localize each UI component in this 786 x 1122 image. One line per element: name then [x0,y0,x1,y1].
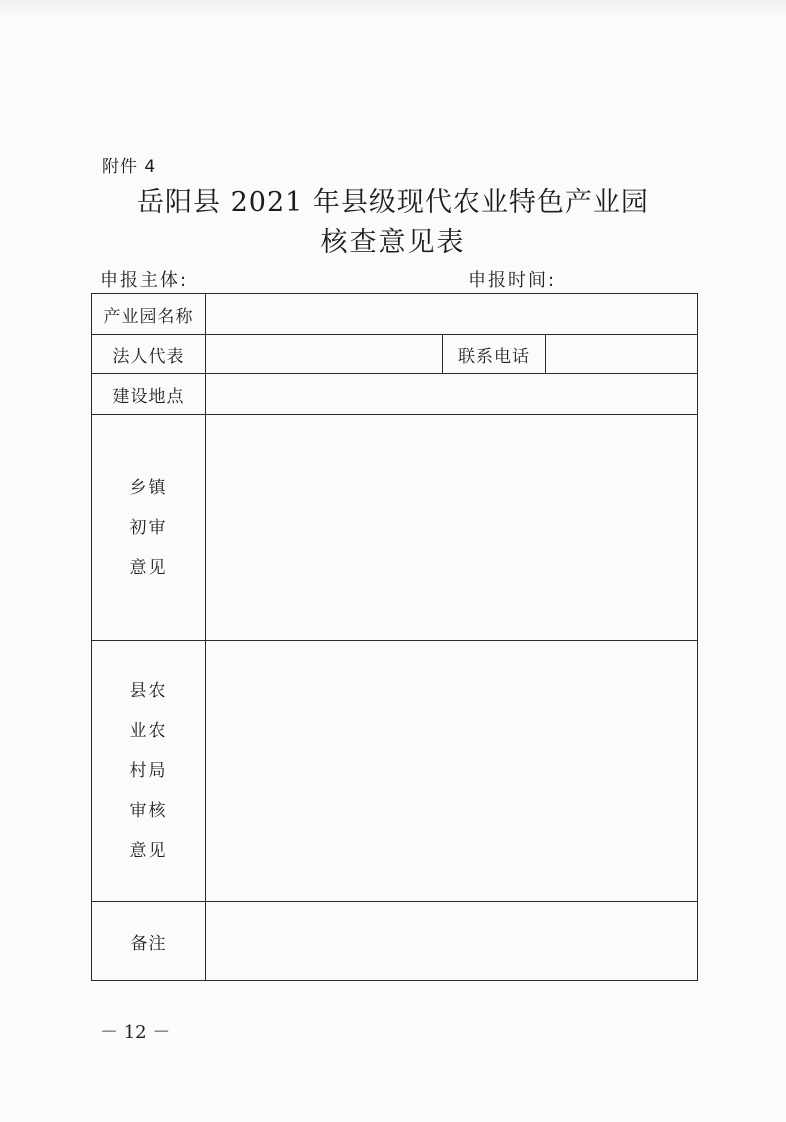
town-opinion-line: 意见 [129,557,168,578]
bureau-opinion-label [92,641,206,902]
town-opinion-field[interactable] [206,415,698,641]
review-form-table [91,293,698,981]
bureau-opinion-line: 审核 [129,801,168,821]
bureau-opinion-line: 县农 [129,681,168,701]
location-label: 建设地点 [92,374,206,415]
town-opinion-label [92,415,206,641]
attachment-label: 附件 4 [102,157,157,177]
park-name-label: 产业园名称 [92,294,206,335]
phone-field[interactable] [546,335,698,374]
bureau-opinion-line: 意见 [129,841,168,861]
park-name-field[interactable] [206,294,698,335]
location-field[interactable] [206,374,698,415]
town-opinion-line: 乡镇 [129,477,168,498]
document-title-line1: 岳阳县 2021 年县级现代农业特色产业园 [137,187,649,218]
remarks-label: 备注 [92,902,206,981]
phone-label: 联系电话 [443,335,546,374]
legal-rep-field[interactable] [206,335,443,374]
applicant-label: 申报主体: [100,270,189,291]
scan-edge [0,0,786,18]
bureau-opinion-line: 村局 [129,761,168,781]
legal-rep-label: 法人代表 [92,335,206,374]
document-title-line2: 核查意见表 [320,227,466,258]
town-opinion-line: 初审 [129,517,168,538]
date-label: 申报时间: [468,270,557,291]
remarks-field[interactable] [206,902,698,981]
bureau-opinion-line: 业农 [129,721,168,741]
bureau-opinion-field[interactable] [206,641,698,902]
page-number: － 12 － [100,1022,171,1043]
